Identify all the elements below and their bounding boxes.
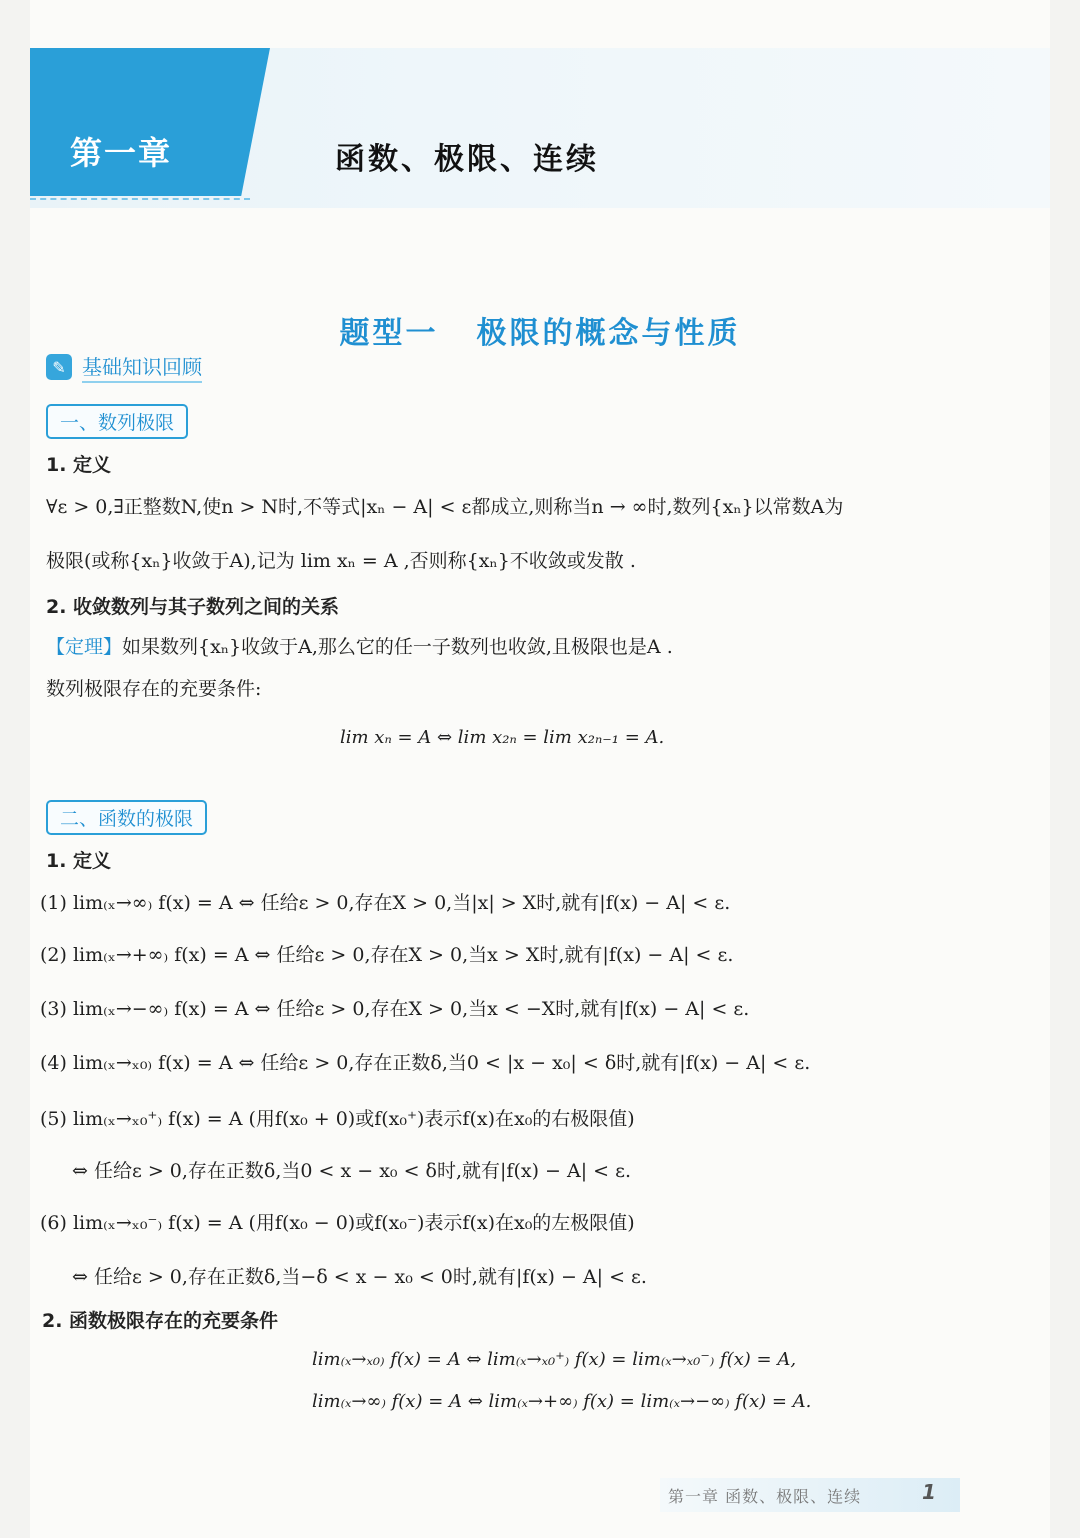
limit-def-item-2: (2) lim₍ₓ→+∞₎ f(x) = A ⇔ 任给ε > 0,存在X > 0,当x > X时,就有|f(x) − A| < ε. (40, 944, 734, 966)
chapter-label: 第一章 (70, 134, 173, 172)
part2-cond-title: 2. 函数极限存在的充要条件 (42, 1310, 279, 1332)
limit-def-item-5: (5) lim₍ₓ→ₓ₀⁺₎ f(x) = A (用f(x₀ + 0)或f(x₀⁺)表示f(x)在x₀的右极限值) (40, 1108, 635, 1130)
part1-def-line1: ∀ε > 0,∃正整数N,使n > N时,不等式|xₙ − A| < ε都成立,则称当n → ∞时,数列{xₙ}以常数A为 (46, 496, 844, 518)
section-title-part1: 题型一 (339, 316, 439, 351)
part1-def-line2: 极限(或称{xₙ}收敛于A),记为 lim xₙ = A ,否则称{xₙ}不收敛或发散 . (46, 550, 636, 572)
limit-def-item-4: (4) lim₍ₓ→ₓ₀₎ f(x) = A ⇔ 任给ε > 0,存在正数δ,当0 < |x − x₀| < δ时,就有|f(x) − A| < ε. (40, 1052, 811, 1074)
limit-def-item-1: (1) lim₍ₓ→∞₎ f(x) = A ⇔ 任给ε > 0,存在X > 0,当|x| > X时,就有|f(x) − A| < ε. (40, 892, 731, 914)
limit-def-item-3: (3) lim₍ₓ→−∞₎ f(x) = A ⇔ 任给ε > 0,存在X > 0,当x < −X时,就有|f(x) − A| < ε. (40, 998, 750, 1020)
notebook-pen-icon: ✎ (46, 354, 72, 380)
part1-heading: 一、数列极限 (46, 404, 188, 439)
limit-def-item-6: (6) lim₍ₓ→ₓ₀⁻₎ f(x) = A (用f(x₀ − 0)或f(x₀⁻)表示f(x)在x₀的左极限值) (40, 1212, 635, 1234)
review-header (46, 352, 202, 382)
part1-cond-text: 数列极限存在的充要条件: (46, 678, 262, 700)
theorem-text: 如果数列{xₙ}收敛于A,那么它的任一子数列也收敛,且极限也是A . (122, 636, 673, 658)
review-label: 基础知识回顾 (82, 351, 202, 383)
limit-def-item-6-cont: ⇔ 任给ε > 0,存在正数δ,当−δ < x − x₀ < 0时,就有|f(x) − A| < ε. (72, 1266, 647, 1288)
part1-theorem (46, 634, 673, 660)
part2-def-title: 1. 定义 (46, 850, 112, 872)
page-number: 1 (922, 1480, 936, 1504)
chapter-title: 函数、极限、连续 (335, 142, 599, 177)
section-title (0, 308, 1080, 352)
chapter-tab-dashed-line (30, 198, 250, 200)
part2-heading: 二、函数的极限 (46, 800, 207, 835)
part2-cond-formula-1: lim₍ₓ→ₓ₀₎ f(x) = A ⇔ lim₍ₓ→ₓ₀⁺₎ f(x) = lim₍ₓ→ₓ₀⁻₎ f(x) = A, (312, 1349, 797, 1370)
part1-def-title: 1. 定义 (46, 454, 112, 476)
limit-def-item-5-cont: ⇔ 任给ε > 0,存在正数δ,当0 < x − x₀ < δ时,就有|f(x) − A| < ε. (72, 1160, 631, 1182)
theorem-tag: 【定理】 (46, 636, 123, 658)
footer-running-title: 第一章 函数、极限、连续 (668, 1487, 862, 1506)
part1-relation-title: 2. 收敛数列与其子数列之间的关系 (46, 596, 340, 618)
part1-cond-formula: lim xₙ = A ⇔ lim x₂ₙ = lim x₂ₙ₋₁ = A. (340, 727, 665, 748)
section-title-part2: 极限的概念与性质 (476, 316, 741, 351)
part2-cond-formula-2: lim₍ₓ→∞₎ f(x) = A ⇔ lim₍ₓ→+∞₎ f(x) = lim₍ₓ→−∞₎ f(x) = A. (312, 1391, 812, 1412)
